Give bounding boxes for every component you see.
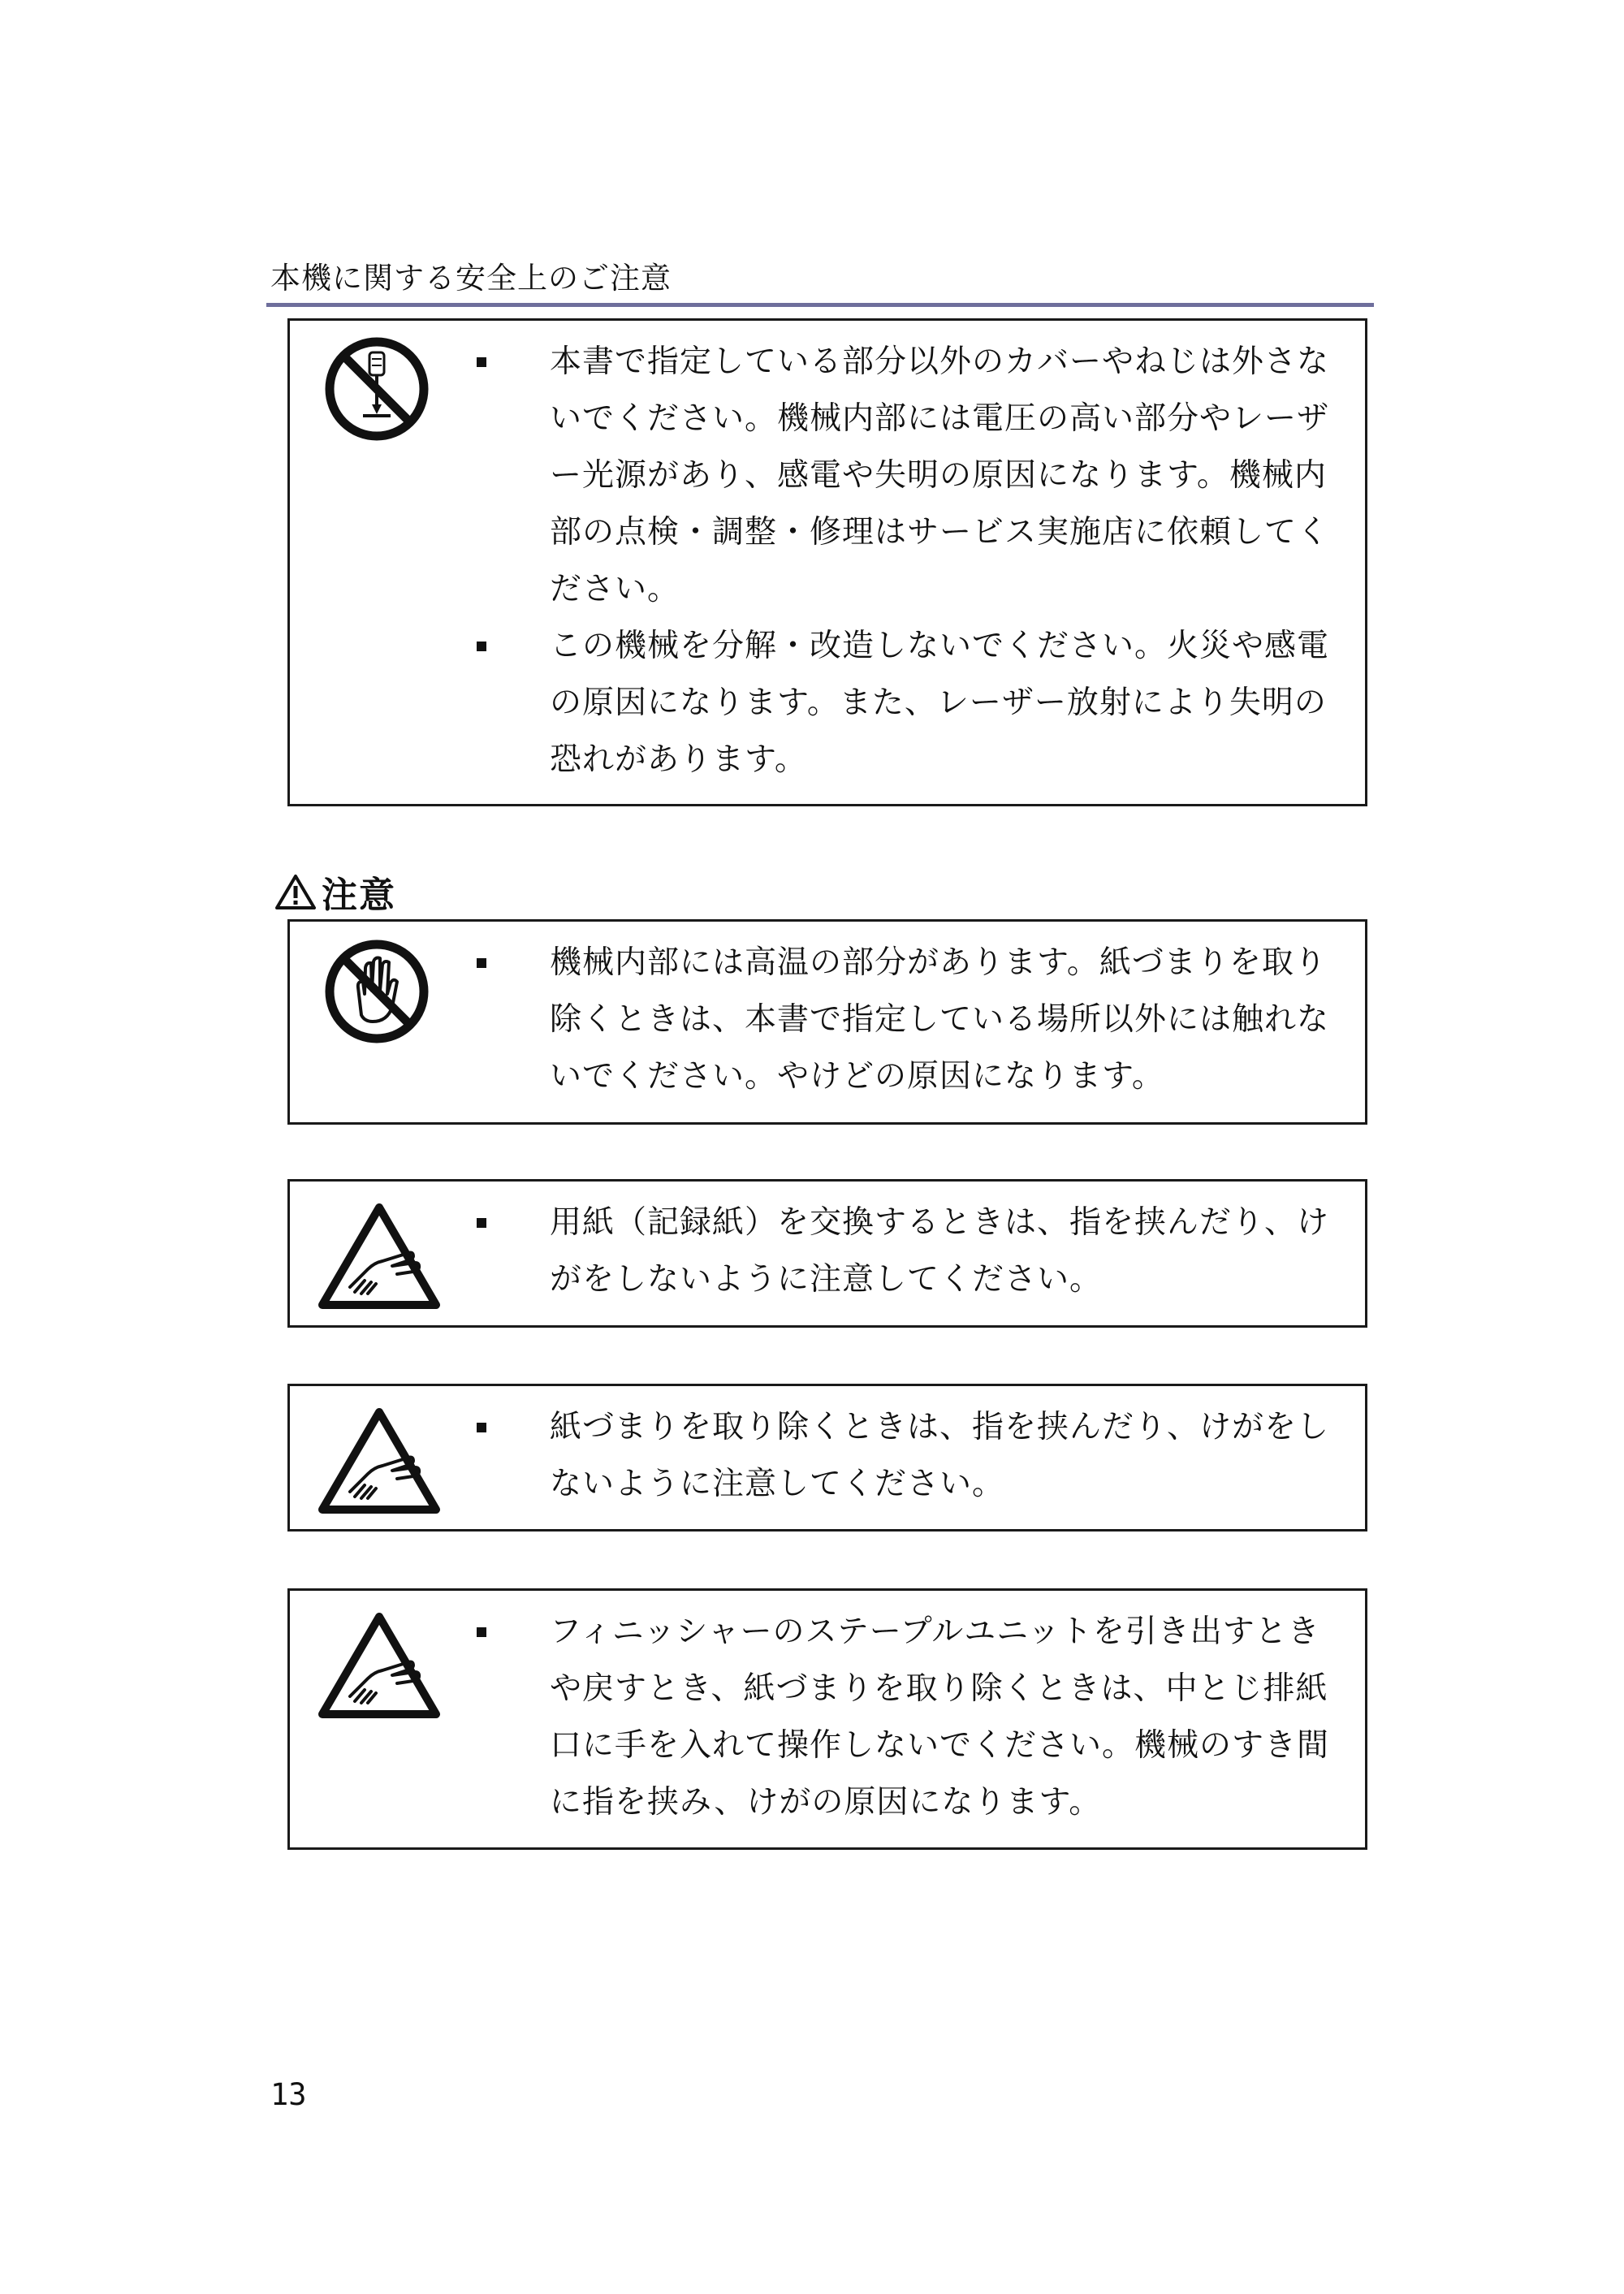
caution-box-items — [477, 1399, 1349, 1513]
item-text: フィニッシャーのステープルユニットを引き出すときや戻すとき、紙づまりを取り除くときは、中とじ排紙口に手を入れて操作しないでください。機械のすき間に指を挟み、けがの原因になります。 — [550, 1614, 1330, 1821]
warning-triangle-icon — [274, 873, 317, 910]
caution-box-paper-jam — [287, 1384, 1367, 1531]
bullet-icon — [477, 1627, 486, 1637]
pinch-hazard-icon — [317, 1612, 441, 1719]
caution-box-items — [477, 1195, 1349, 1308]
caution-box-items — [477, 1604, 1349, 1831]
item-text: 紙づまりを取り除くときは、指を挟んだり、けがをしないように注意してください。 — [550, 1409, 1330, 1502]
item-text: 機械内部には高温の部分があります。紙づまりを取り除くときは、本書で指定している場所以外には触れないでください。やけどの原因になります。 — [550, 944, 1330, 1095]
bullet-icon — [477, 357, 486, 367]
pinch-hazard-icon — [317, 1407, 441, 1514]
pinch-hazard-icon — [317, 1203, 441, 1310]
no-touch-hand-icon — [322, 937, 431, 1046]
header-rule — [266, 303, 1374, 307]
item-text: 本書で指定している部分以外のカバーやねじは外さないでください。機械内部には電圧の高い部分やレーザー光源があり、感電や失明の原因になります。機械内部の点検・調整・修理はサービス実施店に依頼してください。 — [550, 343, 1330, 607]
list-item — [477, 1399, 1349, 1513]
list-item — [477, 935, 1349, 1105]
bullet-icon — [477, 958, 486, 968]
page-header: 本機に関する安全上のご注意 — [270, 261, 672, 296]
list-item — [477, 334, 1349, 618]
warning-box-items — [477, 334, 1349, 788]
bullet-icon — [477, 1423, 486, 1432]
caution-heading — [274, 867, 396, 916]
list-item — [477, 618, 1349, 788]
list-item — [477, 1604, 1349, 1831]
caution-box-items — [477, 935, 1349, 1105]
warning-box-disassembly — [287, 318, 1367, 806]
bullet-icon — [477, 1218, 486, 1228]
no-disassembly-icon — [322, 335, 431, 443]
list-item — [477, 1195, 1349, 1308]
caution-heading-label: 注意 — [322, 875, 396, 916]
page-number: 13 — [270, 2077, 307, 2112]
item-text: この機械を分解・改造しないでください。火災や感電の原因になります。また、レーザー放射により失明の恐れがあります。 — [550, 628, 1330, 778]
item-text: 用紙（記録紙）を交換するときは、指を挟んだり、けがをしないように注意してください。 — [550, 1204, 1330, 1298]
caution-box-finisher — [287, 1588, 1367, 1850]
bullet-icon — [477, 642, 486, 651]
caution-box-hot-parts — [287, 919, 1367, 1125]
caution-box-paper-replace — [287, 1179, 1367, 1328]
